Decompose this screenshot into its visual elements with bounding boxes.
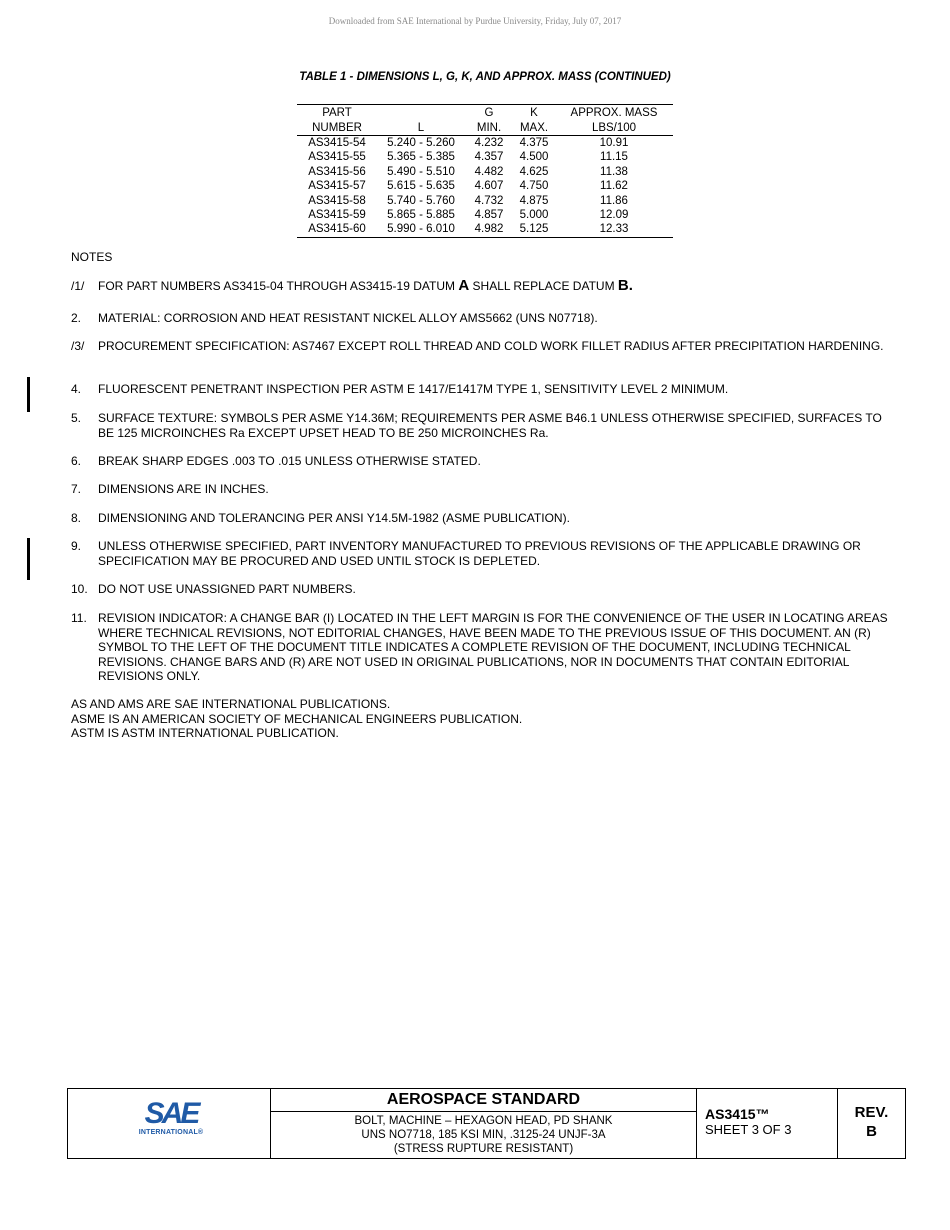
table-row: [297, 222, 673, 237]
dimensions-table: [297, 104, 673, 238]
note-10: [71, 582, 901, 597]
note-number: 4.: [71, 382, 82, 396]
note-3: [71, 339, 901, 354]
note-number: 10.: [71, 582, 88, 596]
cell-l: 5.365 - 5.385: [387, 151, 455, 164]
note-number: 2.: [71, 311, 82, 325]
note-1: [71, 279, 901, 294]
header-l-blank: [377, 105, 465, 121]
header-mass-unit: LBS/100: [555, 120, 673, 136]
change-bar: [27, 538, 30, 580]
cell-k: 4.625: [519, 165, 549, 178]
cell-l: 5.865 - 5.885: [387, 209, 455, 222]
note-number: 8.: [71, 511, 82, 525]
cell-mass: 12.33: [599, 223, 629, 236]
cell-g: 4.732: [474, 194, 504, 207]
table-row: [297, 194, 673, 208]
title-cell: [271, 1089, 697, 1158]
notes-heading: NOTES: [71, 250, 113, 264]
note-8: [71, 511, 901, 526]
note-11: [71, 611, 901, 684]
note-text-part: FOR PART NUMBERS AS3415-04 THROUGH AS3415-19 DATUM: [98, 279, 459, 293]
description-line: (STRESS RUPTURE RESISTANT): [393, 1143, 574, 1155]
document-number: AS3415™: [705, 1106, 770, 1122]
cell-k: 4.875: [519, 194, 549, 207]
publications-list: [71, 697, 522, 741]
cell-l: 5.240 - 5.260: [387, 137, 455, 149]
note-5: [71, 411, 901, 440]
note-text: REVISION INDICATOR: A CHANGE BAR (I) LOCATED IN THE LEFT MARGIN IS FOR THE CONVENIENCE OF THE USER IN LOCATING AREAS WHERE TECHNICAL REVISIONS, NOT EDITORIAL CHANGES, HAVE BEEN MADE TO THE PREVIOUS ISSUE OF THIS DOCUMENT. AN (R) SYMBOL TO THE LEFT OF THE DOCUMENT TITLE INDICATES A COMPLETE REVISION OF THE DOCUMENT, INCLUDING TECHNICAL REVISIONS. CHANGE BARS AND (R) ARE NOT USED IN ORIGINAL PUBLICATIONS, NOR IN DOCUMENTS THAT CONTAIN EDITORIAL REVISIONS ONLY.: [98, 611, 888, 683]
cell-l: 5.615 - 5.635: [387, 180, 455, 193]
table-row: [297, 150, 673, 164]
note-text: FLUORESCENT PENETRANT INSPECTION PER ASTM E 1417/E1417M TYPE 1, SENSITIVITY LEVEL 2 MINIMUM.: [98, 382, 729, 396]
part-description: [271, 1112, 696, 1156]
table-title: TABLE 1 - DIMENSIONS L, G, K, AND APPROX. MASS (CONTINUED): [299, 71, 671, 83]
change-bar: [27, 377, 30, 412]
cell-mass: 11.15: [600, 151, 628, 164]
cell-part: AS3415-58: [308, 194, 366, 207]
note-number: 6.: [71, 454, 82, 468]
download-notice: Downloaded from SAE International by Purdue University, Friday, July 07, 2017: [328, 16, 622, 26]
note-9: [71, 539, 901, 568]
note-2: [71, 311, 901, 326]
cell-g: 4.857: [474, 209, 504, 222]
revision-value: B: [866, 1123, 877, 1140]
description-line: BOLT, MACHINE – HEXAGON HEAD, PD SHANK: [354, 1115, 613, 1127]
note-number: /1/: [71, 279, 85, 293]
table-row: [297, 208, 673, 222]
table-row: [297, 136, 673, 151]
header-g-min: MIN.: [465, 120, 513, 136]
header-l: L: [377, 120, 465, 136]
header-g: G: [484, 107, 494, 119]
cell-mass: 12.09: [599, 209, 629, 222]
cell-part: AS3415-60: [308, 223, 366, 236]
note-text: PROCUREMENT SPECIFICATION: AS7467 EXCEPT ROLL THREAD AND COLD WORK FILLET RADIUS AFTER PRECIPITATION HARDENING.: [98, 339, 884, 353]
cell-k: 4.750: [519, 180, 549, 193]
description-line: UNS NO7718, 185 KSI MIN, .3125-24 UNJF-3A: [361, 1129, 606, 1141]
cell-mass: 10.91: [599, 137, 629, 149]
logo-mark: SAE: [144, 1097, 198, 1130]
publication-line: AS AND AMS ARE SAE INTERNATIONAL PUBLICATIONS.: [71, 697, 391, 711]
note-4: [71, 382, 901, 397]
header-number: NUMBER: [297, 120, 377, 136]
cell-k: 5.000: [519, 209, 549, 222]
table-header-row: [297, 120, 673, 136]
sheet-number: SHEET 3 OF 3: [705, 1122, 792, 1137]
cell-mass: 11.86: [600, 194, 628, 207]
note-text: [98, 279, 901, 294]
cell-l: 5.740 - 5.760: [387, 194, 455, 207]
cell-k: 4.375: [519, 137, 549, 149]
note-number: 11.: [71, 611, 87, 625]
note-number: 5.: [71, 411, 82, 425]
logo-cell: [68, 1089, 271, 1158]
cell-part: AS3415-56: [308, 165, 366, 178]
note-number: 9.: [71, 539, 82, 553]
cell-part: AS3415-54: [308, 137, 366, 149]
header-k: K: [530, 107, 538, 119]
publication-line: ASTM IS ASTM INTERNATIONAL PUBLICATION.: [71, 726, 339, 740]
table-row: [297, 179, 673, 193]
cell-k: 5.125: [519, 223, 549, 236]
cell-part: AS3415-59: [308, 209, 366, 222]
revision-label: REV.: [854, 1104, 889, 1121]
note-text: DIMENSIONING AND TOLERANCING PER ANSI Y14.5M-1982 (ASME PUBLICATION).: [98, 511, 570, 525]
note-6: [71, 454, 901, 469]
note-text: DIMENSIONS ARE IN INCHES.: [98, 482, 269, 496]
note-text: UNLESS OTHERWISE SPECIFIED, PART INVENTORY MANUFACTURED TO PREVIOUS REVISIONS OF THE APPLICABLE DRAWING OR SPECIFICATION MAY BE PROCURED AND USED UNTIL STOCK IS DEPLETED.: [98, 539, 861, 568]
note-7: [71, 482, 901, 497]
publication-line: ASME IS AN AMERICAN SOCIETY OF MECHANICAL ENGINEERS PUBLICATION.: [71, 711, 523, 726]
datum-b: B.: [617, 277, 633, 294]
table-row: [297, 165, 673, 179]
note-text-part: SHALL REPLACE DATUM: [469, 279, 618, 293]
note-number: /3/: [71, 339, 85, 353]
header-k-max: MAX.: [513, 120, 555, 136]
note-text: DO NOT USE UNASSIGNED PART NUMBERS.: [98, 582, 356, 596]
standard-title: AEROSPACE STANDARD: [271, 1089, 696, 1112]
header-part: PART: [322, 107, 352, 119]
note-text: SURFACE TEXTURE: SYMBOLS PER ASME Y14.36M; REQUIREMENTS PER ASME B46.1 UNLESS OTHERWISE SPECIFIED, SURFACES TO BE 125 MICROINCHES Ra EXCEPT UPSET HEAD TO BE 250 MICROINCHES Ra.: [98, 411, 882, 440]
document-cell: [697, 1089, 838, 1158]
cell-mass: 11.62: [600, 180, 628, 193]
cell-l: 5.490 - 5.510: [387, 165, 455, 178]
table-header-row: [297, 105, 673, 121]
cell-g: 4.982: [474, 223, 504, 236]
datum-a: A: [458, 277, 470, 294]
note-number: 7.: [71, 482, 82, 496]
sae-logo: [138, 1099, 204, 1136]
cell-l: 5.990 - 6.010: [387, 223, 455, 236]
title-block: [67, 1088, 906, 1159]
revision-cell: [838, 1089, 905, 1158]
cell-mass: 11.38: [600, 165, 628, 178]
cell-g: 4.607: [474, 180, 504, 193]
cell-g: 4.232: [474, 137, 504, 149]
cell-g: 4.482: [474, 165, 504, 178]
header-mass: APPROX. MASS: [570, 107, 658, 119]
cell-part: AS3415-57: [308, 180, 366, 193]
note-text: BREAK SHARP EDGES .003 TO .015 UNLESS OTHERWISE STATED.: [98, 454, 481, 468]
logo-subtitle: INTERNATIONAL®: [138, 1129, 204, 1136]
note-text: MATERIAL: CORROSION AND HEAT RESISTANT NICKEL ALLOY AMS5662 (UNS N07718).: [98, 311, 598, 325]
cell-g: 4.357: [474, 151, 504, 164]
cell-k: 4.500: [519, 151, 549, 164]
cell-part: AS3415-55: [308, 151, 366, 164]
